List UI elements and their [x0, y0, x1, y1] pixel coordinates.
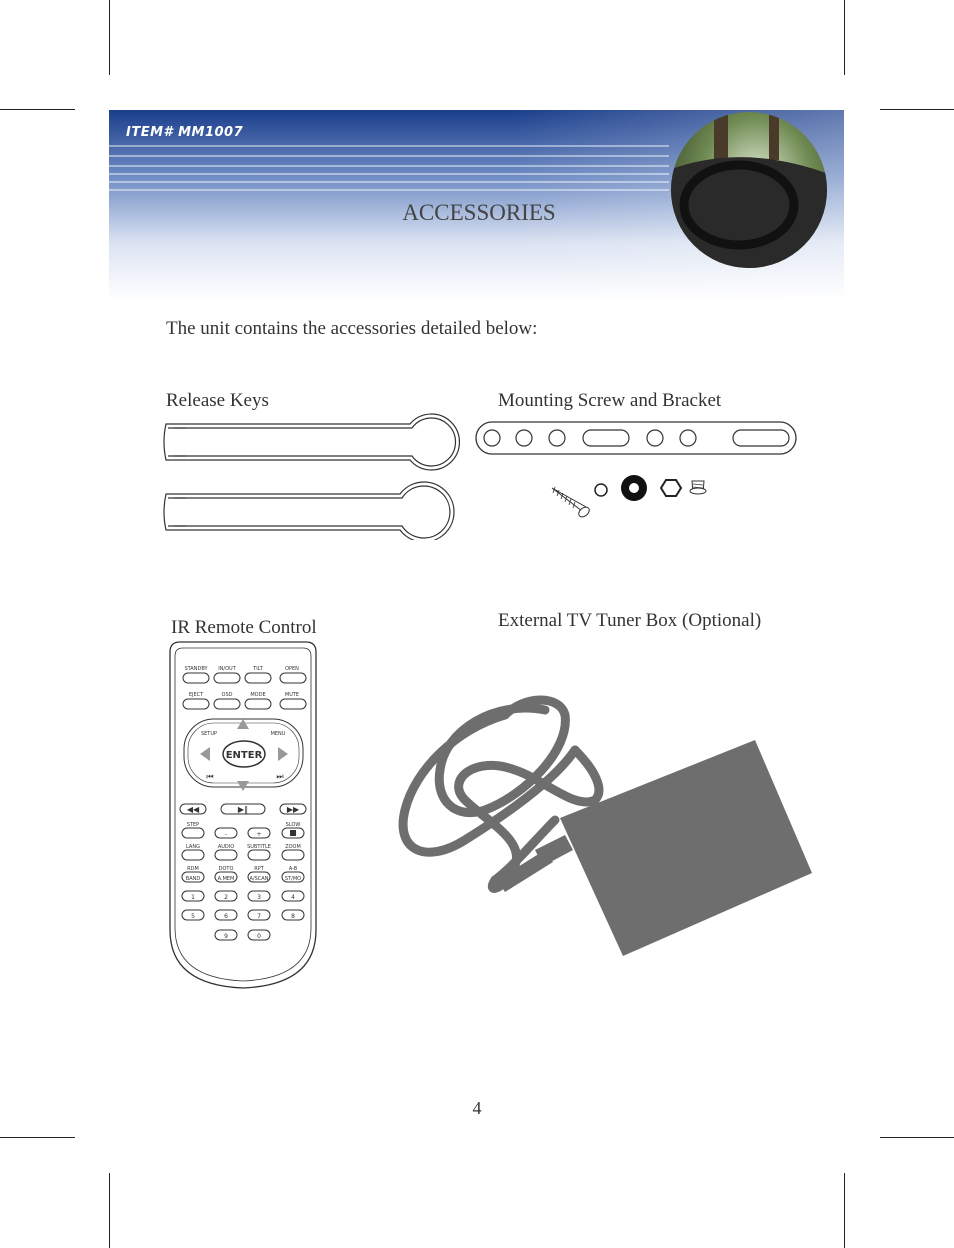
- slow-label: SLOW: [285, 822, 301, 828]
- tuner-label: External TV Tuner Box (Optional): [498, 610, 762, 631]
- enter-label: ENTER: [225, 750, 263, 761]
- setup-label: SETUP: [200, 731, 218, 737]
- open-label: OPEN: [285, 666, 299, 672]
- intro-text: The unit contains the accessories detailed below:: [166, 318, 538, 339]
- machine-screw: [690, 481, 706, 494]
- mounting-bracket-illustration: [470, 415, 805, 530]
- digit-label: 4: [291, 894, 295, 901]
- crop-mark: [844, 0, 845, 75]
- digit-label: 2: [224, 894, 228, 901]
- digit-label: 3: [257, 894, 261, 901]
- mounting-label: Mounting Screw and Bracket: [498, 390, 722, 411]
- release-key: [164, 414, 459, 470]
- page-title: ACCESSORIES: [402, 200, 556, 225]
- standby-label: STANDBY: [184, 666, 208, 672]
- header-banner: [109, 110, 844, 300]
- page-number: 4: [472, 1098, 482, 1118]
- digit-label: 5: [191, 913, 195, 920]
- digit-label: 8: [291, 913, 295, 920]
- release-keys-label: Release Keys: [166, 390, 269, 411]
- tilt-label: TILT: [253, 666, 263, 672]
- small-washer: [595, 484, 607, 496]
- hex-nut: [661, 480, 681, 496]
- lang-label: LANG: [186, 844, 200, 850]
- digit-label: 7: [257, 913, 261, 920]
- rewind-icon: ◀◀: [186, 805, 200, 814]
- digit-label: 1: [191, 894, 195, 901]
- menu-label: MENU: [270, 731, 286, 737]
- mode-label: MODE: [250, 692, 266, 698]
- subtitle-label: SUBTITLE: [247, 844, 271, 850]
- minus-label: -: [224, 831, 228, 838]
- audio-label: AUDIO: [217, 844, 235, 850]
- play-pause-icon: ▶‖: [237, 805, 249, 814]
- in-out-label: IN/OUT: [218, 666, 236, 672]
- crop-mark: [109, 1173, 110, 1248]
- remote-label: IR Remote Control: [171, 617, 317, 638]
- a-mem-label: A.MEM: [217, 876, 235, 882]
- crop-mark: [844, 1173, 845, 1248]
- rdm-label: RDM: [187, 866, 199, 872]
- fast-forward-icon: ▶▶: [286, 805, 300, 814]
- zoom-label: ZOOM: [285, 844, 301, 850]
- band-label: BAND: [185, 876, 201, 882]
- digit-label: 0: [257, 933, 261, 940]
- st-mo-label: ST/MO: [284, 876, 302, 882]
- a-scan-label: A/SCAN: [249, 876, 269, 882]
- crop-mark: [0, 1137, 75, 1138]
- release-keys-illustration: [160, 398, 460, 540]
- digit-label: 9: [224, 933, 228, 940]
- step-label: STEP: [186, 822, 200, 828]
- crop-mark: [0, 109, 75, 110]
- crop-mark: [109, 0, 110, 75]
- doto-label: DOTO: [218, 866, 234, 872]
- stop-icon: [290, 830, 296, 836]
- next-icon[interactable]: ⏭: [276, 772, 284, 781]
- tuner-cable: [403, 700, 599, 888]
- tv-tuner-illustration: [395, 690, 815, 960]
- screw: [552, 487, 591, 519]
- eject-label: EJECT: [188, 692, 204, 698]
- digit-label: 6: [224, 913, 228, 920]
- release-key: [164, 482, 454, 540]
- osd-label: OSD: [221, 692, 233, 698]
- bracket-strip: [476, 422, 796, 454]
- item-number: ITEM# MM1007: [126, 125, 244, 140]
- crop-mark: [880, 1137, 954, 1138]
- plus-label: +: [256, 831, 262, 838]
- crop-mark: [880, 109, 954, 110]
- previous-icon[interactable]: ⏮: [206, 772, 214, 781]
- ir-remote-illustration: [166, 640, 321, 992]
- a-b-label: A-B: [288, 866, 298, 872]
- mute-label: MUTE: [284, 692, 300, 698]
- rpt-label: RPT: [254, 866, 264, 872]
